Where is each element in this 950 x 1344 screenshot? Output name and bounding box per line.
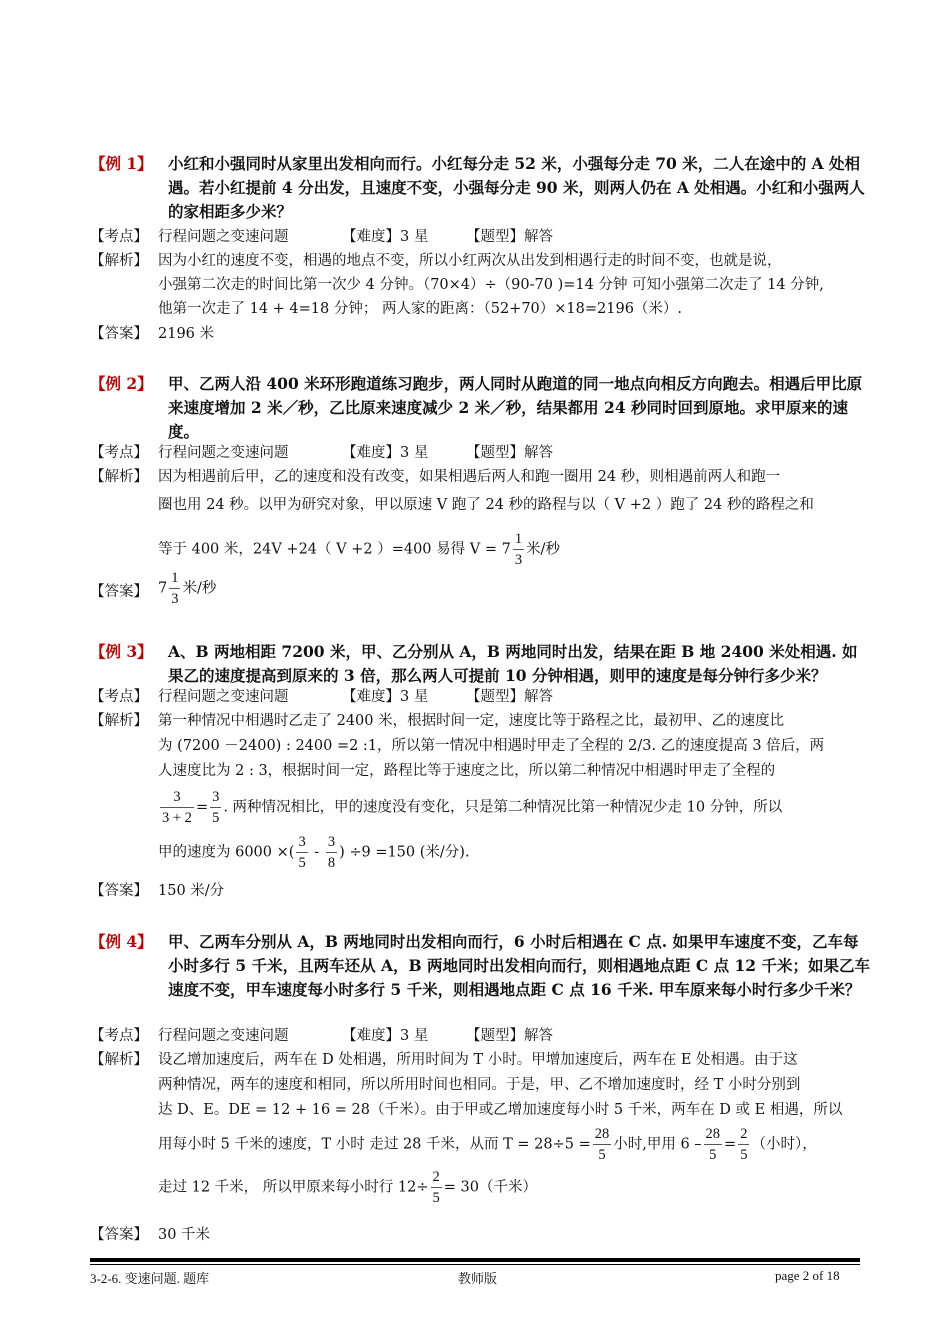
denominator: 3 + 2 [162,810,192,826]
numerator: 1 [169,568,180,589]
answer-label: 【答案】 [90,883,148,899]
meta-label: 【考点】 [90,229,148,245]
example-4 [90,930,870,1250]
analysis-text: 走过 12 千米， 所以甲原来每小时行 12÷ [158,1179,429,1196]
question-text: 甲、乙两人沿 400 米环形跑道练习跑步，两人同时从跑道的同一地点向相反方向跑去。相遇后甲比原来速度增加 2 米／秒，乙比原来速度减少 2 米／秒，结果都用 24 秒同时回到原地。求甲原来的速度。 [168,374,863,441]
analysis-text: 米/秒 [526,541,560,558]
analysis-label: 【解析】 [90,253,148,269]
difficulty: 【难度】3 星 [342,1028,429,1044]
topic: 行程问题之变速问题 [158,689,289,705]
denominator: 8 [327,855,336,871]
footer-page-number: page 2 of 18 [775,1268,840,1283]
analysis-line: 他第一次走了 14 + 4=18 分钟； 两人家的距离：（52+70）×18=2196（米）. [158,301,683,317]
denominator: 5 [709,1147,717,1163]
answer-label: 【答案】 [90,584,148,600]
numerator: 2 [431,1167,442,1188]
analysis-line: 人速度比为 2 : 3，根据时间一定，路程比等于速度之比，所以第二种情况中相遇时甲走了全程的 [158,763,776,779]
analysis-line [158,1124,870,1165]
analysis-line: 两种情况，两车的速度和相同，所以所用时间也相同。于是，甲、乙不增加速度时，经 T 小时分别到 [158,1077,801,1093]
analysis-line [158,1167,870,1208]
denominator: 5 [212,810,220,826]
difficulty: 【难度】3 星 [342,445,429,461]
question-type: 【题型】解答 [466,445,553,461]
answer: 2196 米 [158,326,215,342]
example-2 [90,372,870,612]
topic: 行程问题之变速问题 [158,1028,289,1044]
denominator: 5 [298,855,306,871]
example-tag: 【例 2】 [90,374,153,393]
analysis-text: = 30（千米） [443,1179,537,1196]
analysis-text: 甲的速度为 6000 ×( [158,844,295,861]
analysis-line: 小强第二次走的时间比第一次少 4 分钟。（70×4）÷（90-70 )=14 分钟 可知小强第二次走了 14 分钟, [158,277,824,293]
denominator: 5 [740,1147,748,1163]
denominator: 5 [432,1190,440,1206]
analysis-text: 小时,甲用 6 – [613,1136,702,1153]
question-type: 【题型】解答 [466,1028,553,1044]
topic: 行程问题之变速问题 [158,229,289,245]
analysis-line: 圈也用 24 秒。以甲为研究对象，甲以原速 V 跑了 24 秒的路程与以（ V +2 ）跑了 24 秒的路程之和 [158,497,814,513]
analysis-text: 用每小时 5 千米的速度，T 小时 走过 28 千米，从而 T = 28÷5 = [158,1136,591,1153]
example-4-question [90,930,870,1026]
analysis-line: 为 (7200 －2400) : 2400 =2 :1，所以第一情况中相遇时甲走了全程的 2/3. 乙的速度提高 3 倍后，两 [158,738,825,754]
analysis-line [158,787,870,828]
numerator: 3 [160,787,194,808]
footer-left: 3-2-6. 变速问题. 题库 [90,1271,210,1286]
example-tag: 【例 3】 [90,642,153,661]
example-1 [90,152,870,342]
denominator: 5 [598,1147,606,1163]
question-text: 甲、乙两车分别从 A，B 两地同时出发相向而行，6 小时后相遇在 C 点. 如果甲车速度不变，乙车每小时多行 5 千米，且两车还从 A，B 两地同时出发相向而行，则相遇地点距 C 点 12 千米；如果乙车速度不变，甲车速度每小时多行 5 千米，则相遇地点距 C 点 16 千米. 甲车原来每小时行多少千米？ [168,932,870,999]
fraction [431,1167,442,1208]
question-type: 【题型】解答 [466,229,553,245]
numerator: 28 [704,1124,723,1145]
question-text: 小红和小强同时从家里出发相向而行。小红每分走 52 米，小强每分走 70 米，二人在途中的 A 处相遇。若小红提前 4 分出发，且速度不变，小强每分走 90 米，则两人仍在 A 处相遇。小红和小强两人的家相距多少米？ [168,154,865,221]
answer [158,568,870,609]
analysis-text: ) ÷9 =150 (米/分). [339,844,470,861]
numerator: 28 [593,1124,612,1145]
meta-label: 【考点】 [90,445,148,461]
fraction [593,1124,612,1165]
answer: 30 千米 [158,1227,211,1243]
difficulty: 【难度】3 星 [342,689,429,705]
numerator: 3 [210,787,221,808]
answer-label: 【答案】 [90,326,148,342]
topic: 行程问题之变速问题 [158,445,289,461]
analysis-label: 【解析】 [90,469,148,485]
example-3-question [90,640,870,688]
analysis-line [158,832,870,873]
meta-label: 【考点】 [90,689,148,705]
footer-rule-thin [90,1264,860,1265]
fraction [326,832,337,873]
numerator: 3 [296,832,307,853]
meta-label: 【考点】 [90,1028,148,1044]
analysis-text: = [195,799,209,816]
analysis-line [158,529,870,570]
difficulty: 【难度】3 星 [342,229,429,245]
numerator: 2 [738,1124,749,1145]
answer-unit: 米/秒 [182,580,217,597]
analysis-text: = [724,1136,737,1153]
example-3 [90,640,870,900]
fraction [704,1124,723,1165]
analysis-line: 设乙增加速度后，两车在 D 处相遇，所用时间为 T 小时。甲增加速度后，两车在 E 处相遇。由于这 [158,1052,798,1068]
answer-whole: 7 [158,580,168,597]
example-2-question [90,372,870,444]
analysis-text: 等于 400 米，24V +24（ V +2 ）=400 易得 V = 7 [158,541,511,558]
fraction [738,1124,749,1165]
question-type: 【题型】解答 [466,689,553,705]
analysis-text: . 两种情况相比，甲的速度没有变化，只是第二种情况比第一种情况少走 10 分钟，所以 [223,799,783,816]
denominator: 3 [514,552,523,568]
analysis-text: （小时）， [751,1136,817,1153]
fraction [513,529,524,570]
fraction [296,832,307,873]
fraction [210,787,221,828]
analysis-text: - [309,844,324,861]
analysis-line: 第一种情况中相遇时乙走了 2400 米，根据时间一定，速度比等于路程之比，最初甲、乙的速度比 [158,713,785,729]
analysis-label: 【解析】 [90,1052,148,1068]
answer: 150 米/分 [158,883,225,899]
denominator: 3 [171,591,179,607]
example-tag: 【例 4】 [90,932,153,951]
footer-rule-thick [90,1258,860,1262]
fraction [160,787,194,828]
answer-label: 【答案】 [90,1227,148,1243]
example-1-question [90,152,870,224]
example-tag: 【例 1】 [90,154,153,173]
numerator: 1 [513,529,524,550]
fraction [169,568,180,609]
numerator: 3 [326,832,337,853]
analysis-label: 【解析】 [90,713,148,729]
analysis-line: 达 D、E。DE = 12 + 16 = 28（千米）。由于甲或乙增加速度每小时 5 千米，两车在 D 或 E 相遇，所以 [158,1102,843,1118]
analysis-line: 因为小红的速度不变，相遇的地点不变，所以小红两次从出发到相遇行走的时间不变，也就是说， [158,253,782,269]
question-text: A、B 两地相距 7200 米，甲、乙分别从 A，B 两地同时出发，结果在距 B 地 2400 米处相遇. 如果乙的速度提高到原来的 3 倍，那么两人可提前 10 分钟相遇，则甲的速度是每分钟行多少米？ [168,642,858,685]
analysis-line: 因为相遇前后甲，乙的速度和没有改变，如果相遇后两人和跑一圈用 24 秒，则相遇前两人和跑一 [158,469,781,485]
footer-center: 教师版 [458,1271,498,1286]
